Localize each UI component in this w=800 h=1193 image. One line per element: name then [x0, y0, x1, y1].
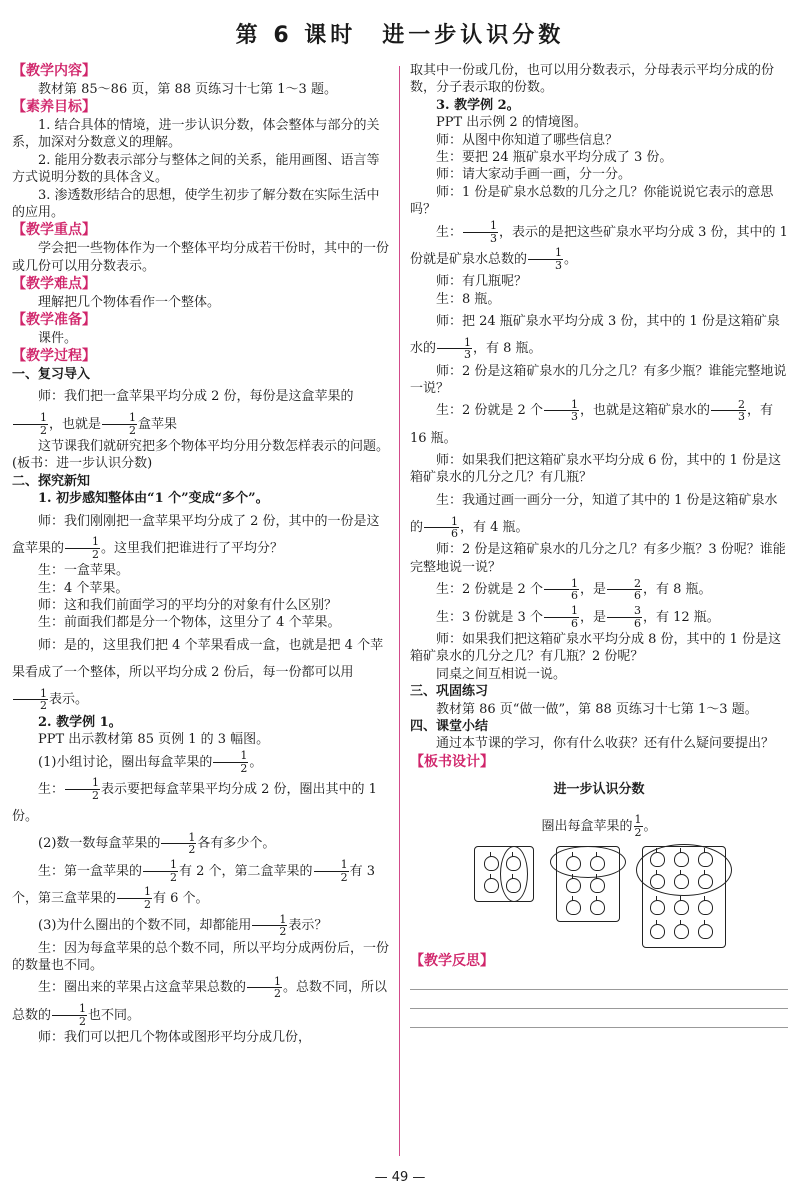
- fraction: $\frac{1}{2}$: [161, 832, 196, 856]
- apple-icon: [590, 900, 605, 915]
- paragraph: 生：2 份就是 2 个 $\frac{1}{6}$ ，是 $\frac{2}{6}$ ，有 8 瓶。: [436, 576, 712, 603]
- paragraph: PPT 出示例 2 的情境图。: [436, 115, 587, 131]
- paragraph: 生：我通过画一画分一分，知道了其中的 1 份是这箱矿泉水的 $\frac{1}{6}$ ，有 4 瓶。: [410, 492, 778, 541]
- paragraph: 通过本节课的学习，你有什么收获？还有什么疑问要提出？: [436, 736, 775, 752]
- apple-icon: [566, 900, 581, 915]
- page-title: 第 6 课时 进一步认识分数: [235, 23, 565, 48]
- heading-board: 【板书设计】: [410, 753, 494, 770]
- apple-icon: [650, 900, 665, 915]
- paragraph: (1)小组讨论，圈出每盒苹果的 $\frac{1}{2}$ 。: [38, 748, 263, 775]
- fraction: $\frac{2}{3}$: [711, 399, 746, 423]
- paragraph: 生：3 份就是 3 个 $\frac{1}{6}$ ，是 $\frac{3}{6}$ ，有 12 瓶。: [436, 604, 720, 630]
- goal-1: 1. 结合具体的情境，进一步认识分数，体会整体与部分的关系，加深对分数意义的理解。: [12, 117, 380, 151]
- fraction: $\frac{1}{2}$: [634, 813, 642, 839]
- paragraph: 1. 初步感知整体由“1 个”变成“多个”。: [38, 491, 269, 507]
- paragraph: 师：如果我们把这箱矿泉水平均分成 8 份，其中的 1 份是这箱矿泉水的几分之几？有几瓶？2 份呢？: [410, 631, 782, 665]
- writing-line: [410, 1009, 788, 1028]
- board-title: 进一步认识分数: [553, 782, 645, 798]
- goal-3: 3. 渗透数形结合的思想，使学生初步了解分数在实际生活中的应用。: [12, 187, 380, 220]
- fraction: $\frac{1}{2}$: [247, 976, 282, 1000]
- right-column: [410, 62, 788, 1028]
- fraction: $\frac{1}{3}$: [437, 337, 472, 361]
- paragraph: (3)为什么圈出的个数不同，却都能用 $\frac{1}{2}$ 表示？: [38, 912, 328, 939]
- paragraph: (2)数一数每盒苹果的 $\frac{1}{2}$ 各有多少个。: [38, 830, 276, 857]
- heading-difficulty: 【教学难点】: [12, 275, 96, 292]
- content-text: 教材第 85～86 页，第 88 页练习十七第 1～3 题。: [38, 81, 337, 97]
- writing-line: [410, 990, 788, 1009]
- fraction: $\frac{1}{6}$: [544, 578, 579, 602]
- paragraph: 2. 教学例 1。: [38, 714, 122, 730]
- paragraph: 师：我们把一盒苹果平均分成 2 份，每份是这盒苹果的 $\frac{1}{2}$ ，也就是 $\frac{1}{2}$ 盒苹果: [12, 383, 390, 438]
- apple-boxes-figure: [410, 844, 788, 952]
- fraction: $\frac{1}{2}$: [102, 412, 137, 436]
- paragraph: 师：我们刚刚把一盒苹果平均分成了 2 份，其中的一份是这盒苹果的 $\frac{1}{2}$ 。这里我们把谁进行了平均分？: [12, 513, 380, 561]
- paragraph: 师：我们可以把几个物体或图形平均分成几份，: [38, 1030, 312, 1045]
- left-column: [12, 62, 390, 1046]
- paragraph: 生：一盒苹果。: [38, 563, 130, 579]
- writing-line: [410, 971, 788, 990]
- selection-circle: [500, 846, 528, 902]
- paragraph: 这节课我们就研究把多个物体平均分用分数怎样表示的问题。(板书：进一步认识分数): [12, 438, 390, 472]
- key-text: 学会把一些物体作为一个整体平均分成若干份时，其中的一份或几份可以用分数表示。: [12, 241, 390, 274]
- fraction: $\frac{1}{3}$: [544, 399, 579, 423]
- apple-icon: [698, 924, 713, 939]
- heading-content: 【教学内容】: [12, 63, 96, 79]
- paragraph: PPT 出示教材第 85 页例 1 的 3 幅图。: [38, 732, 270, 748]
- fraction: $\frac{1}{3}$: [528, 247, 563, 271]
- page-number: — 49 —: [374, 1170, 426, 1185]
- fraction: $\frac{1}{2}$: [13, 412, 48, 436]
- column-divider: [399, 66, 400, 1156]
- paragraph: 师：请大家动手画一画，分一分。: [436, 167, 632, 183]
- prep-text: 课件。: [38, 330, 78, 346]
- paragraph: 师：2 份是这箱矿泉水的几分之几？有多少瓶？谁能完整地说一说？: [410, 363, 787, 397]
- goal-2: 2. 能用分数表示部分与整体之间的关系，能用画图、语言等方式说明分数的具体含义。: [12, 152, 380, 186]
- paragraph: 师：有几瓶呢？: [436, 274, 528, 290]
- fraction: $\frac{1}{2}$: [65, 777, 100, 801]
- fraction: $\frac{1}{2}$: [252, 914, 287, 938]
- apple-icon: [566, 878, 581, 893]
- fraction: $\frac{1}{2}$: [13, 688, 48, 712]
- paragraph: 生：前面我们都是分一个物体，这里分了 4 个苹果。: [38, 615, 341, 631]
- fraction: $\frac{3}{6}$: [607, 605, 642, 629]
- heading-key: 【教学重点】: [12, 222, 96, 239]
- selection-circle: [550, 846, 626, 878]
- section-1: 一、复习导入: [12, 366, 91, 382]
- apple-icon: [650, 924, 665, 939]
- paragraph: 师：如果我们把这箱矿泉水平均分成 6 份，其中的 1 份是这箱矿泉水的几分之几？有几瓶？: [410, 453, 782, 486]
- fraction: $\frac{1}{6}$: [544, 605, 579, 629]
- fraction: $\frac{2}{6}$: [607, 578, 642, 602]
- paragraph: 生：4 个苹果。: [38, 580, 129, 596]
- paragraph: 师：把 24 瓶矿泉水平均分成 3 份，其中的 1 份是这箱矿泉水的 $\frac{1}{3}$ ，有 8 瓶。: [410, 314, 780, 362]
- paragraph: 教材第 86 页“做一做”，第 88 页练习十七第 1～3 题。: [436, 701, 758, 717]
- apple-icon: [590, 878, 605, 893]
- section-3: 三、巩固练习: [410, 684, 489, 700]
- apple-icon: [698, 900, 713, 915]
- fraction: $\frac{1}{2}$: [117, 886, 152, 910]
- fraction: $\frac{1}{2}$: [65, 536, 100, 560]
- heading-reflection: 【教学反思】: [410, 953, 494, 970]
- paragraph: 生：第一盒苹果的 $\frac{1}{2}$ 有 2 个，第二盒苹果的 $\frac{1}{2}$ 有 3 个，第三盒苹果的 $\frac{1}{2}$ 有 6 个。: [12, 858, 375, 911]
- paragraph: 生：要把 24 瓶矿泉水平均分成了 3 份。: [436, 150, 673, 166]
- fraction: $\frac{1}{2}$: [52, 1003, 87, 1027]
- paragraph: 取其中一份或几份，也可以用分数表示，分母表示平均分成的份数，分子表示取的份数。: [410, 63, 775, 96]
- fraction: $\frac{1}{2}$: [143, 859, 178, 883]
- apple-icon: [484, 878, 499, 893]
- paragraph: 师：从图中你知道了哪些信息？: [436, 132, 619, 148]
- paragraph: 师：这和我们前面学习的平均分的对象有什么区别？: [38, 598, 338, 613]
- heading-goals: 【素养目标】: [12, 99, 96, 116]
- section-4: 四、课堂小结: [410, 718, 489, 734]
- heading-process: 【教学过程】: [12, 348, 96, 365]
- fraction: $\frac{1}{6}$: [424, 516, 459, 540]
- board-caption: 圈出每盒苹果的 $\frac{1}{2}$ 。: [541, 813, 657, 839]
- paragraph: 生：圈出来的苹果占这盒苹果总数的 $\frac{1}{2}$ 。总数不同，所以总数的 $\frac{1}{2}$ 也不同。: [12, 974, 388, 1028]
- section-2: 二、探究新知: [12, 473, 91, 489]
- paragraph: 师：是的，这里我们把 4 个苹果看成一盒，也就是把 4 个苹果看成了一个整体，所以平均分成 2 份后，每一份都可以用 $\frac{1}{2}$ 表示。: [12, 637, 384, 713]
- paragraph: 生：因为每盒苹果的总个数不同，所以平均分成两份后，一份的数量也不同。: [12, 940, 390, 973]
- paragraph: 生： $\frac{1}{2}$ 表示要把每盒苹果平均分成 2 份，圈出其中的 1 份。: [12, 776, 377, 825]
- paragraph: 生： $\frac{1}{3}$ ，表示的是把这些矿泉水平均分成 3 份，其中的 1 份就是矿泉水总数的 $\frac{1}{3}$ 。: [410, 219, 788, 272]
- paragraph: 师：2 份是这箱矿泉水的几分之几？有多少瓶？3 份呢？谁能完整地说一说？: [410, 542, 786, 575]
- difficulty-text: 理解把几个物体看作一个整体。: [38, 294, 221, 310]
- fraction: $\frac{1}{2}$: [314, 859, 349, 883]
- heading-prep: 【教学准备】: [12, 312, 96, 329]
- apple-icon: [484, 856, 499, 871]
- fraction: $\frac{1}{3}$: [463, 220, 498, 244]
- paragraph: 生：8 瓶。: [436, 291, 501, 307]
- paragraph: 同桌之间互相说一说。: [436, 666, 567, 682]
- paragraph: 师：1 份是矿泉水总数的几分之几？你能说说它表示的意思吗？: [410, 184, 774, 218]
- paragraph: 生：2 份就是 2 个 $\frac{1}{3}$ ，也就是这箱矿泉水的 $\frac{2}{3}$ ，有 16 瓶。: [410, 397, 773, 446]
- apple-icon: [674, 924, 689, 939]
- fraction: $\frac{1}{2}$: [213, 750, 248, 774]
- selection-circle: [636, 844, 732, 896]
- paragraph: 3. 教学例 2。: [436, 97, 520, 113]
- apple-icon: [674, 900, 689, 915]
